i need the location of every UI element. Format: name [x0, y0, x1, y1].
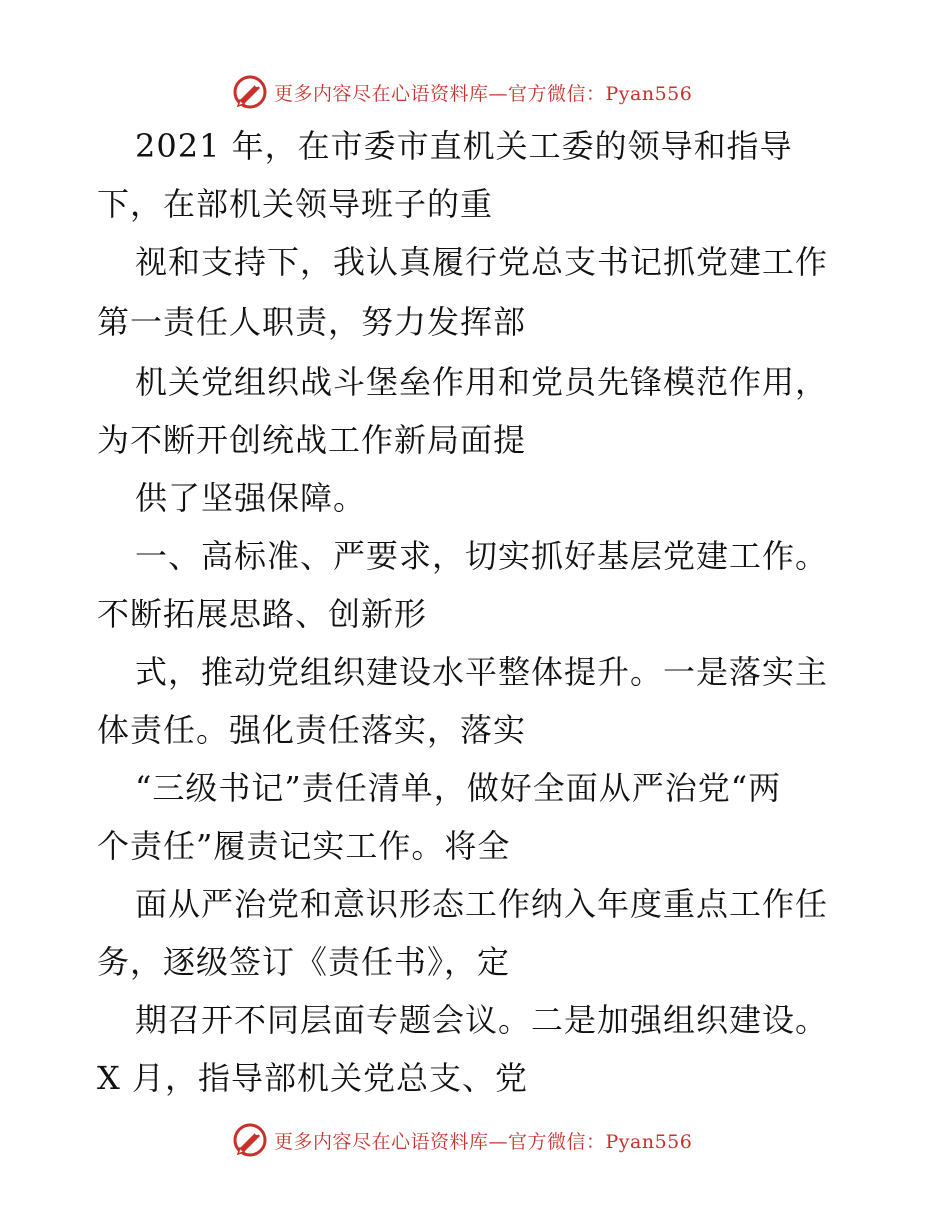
text-line: 供了坚强保障。 — [135, 479, 367, 517]
text-line: 第一责任人职责，努力发挥部 — [97, 303, 527, 341]
pen-logo-icon — [232, 1122, 268, 1158]
text-line: “三级书记”责任清单，做好全面从严治党“两 — [135, 769, 782, 807]
text-line: 式，推动党组织建设水平整体提升。一是落实主 — [135, 653, 829, 691]
text-line: X 月，指导部机关党总支、党 — [97, 1059, 528, 1097]
text-line: 个责任”履责记实工作。将全 — [97, 827, 511, 865]
text-line: 务，逐级签订《责任书》，定 — [97, 943, 511, 981]
pen-logo-icon — [232, 74, 268, 110]
text-line: 一、高标准、严要求，切实抓好基层党建工作。 — [135, 537, 829, 575]
text-line: 2021 年，在市委市直机关工委的领导和指导 — [135, 127, 793, 165]
watermark-text-bottom: 更多内容尽在心语资料库—官方微信：Pyan556 — [274, 1130, 693, 1153]
text-line: 体责任。强化责任落实，落实 — [97, 711, 527, 749]
text-line: 视和支持下，我认真履行党总支书记抓党建工作 — [135, 243, 829, 281]
text-line: 不断拓展思路、创新形 — [97, 595, 428, 633]
text-line: 面从严治党和意识形态工作纳入年度重点工作任 — [135, 885, 829, 923]
watermark-banner-top — [232, 72, 692, 112]
text-line: 为不断开创统战工作新局面提 — [97, 421, 527, 459]
text-line: 下，在部机关领导班子的重 — [97, 185, 494, 223]
text-line: 机关党组织战斗堡垒作用和党员先锋模范作用， — [135, 363, 829, 401]
watermark-banner-bottom — [232, 1120, 692, 1160]
watermark-text-top: 更多内容尽在心语资料库—官方微信：Pyan556 — [274, 82, 693, 105]
text-line: 期召开不同层面专题会议。二是加强组织建设。 — [135, 1001, 829, 1039]
